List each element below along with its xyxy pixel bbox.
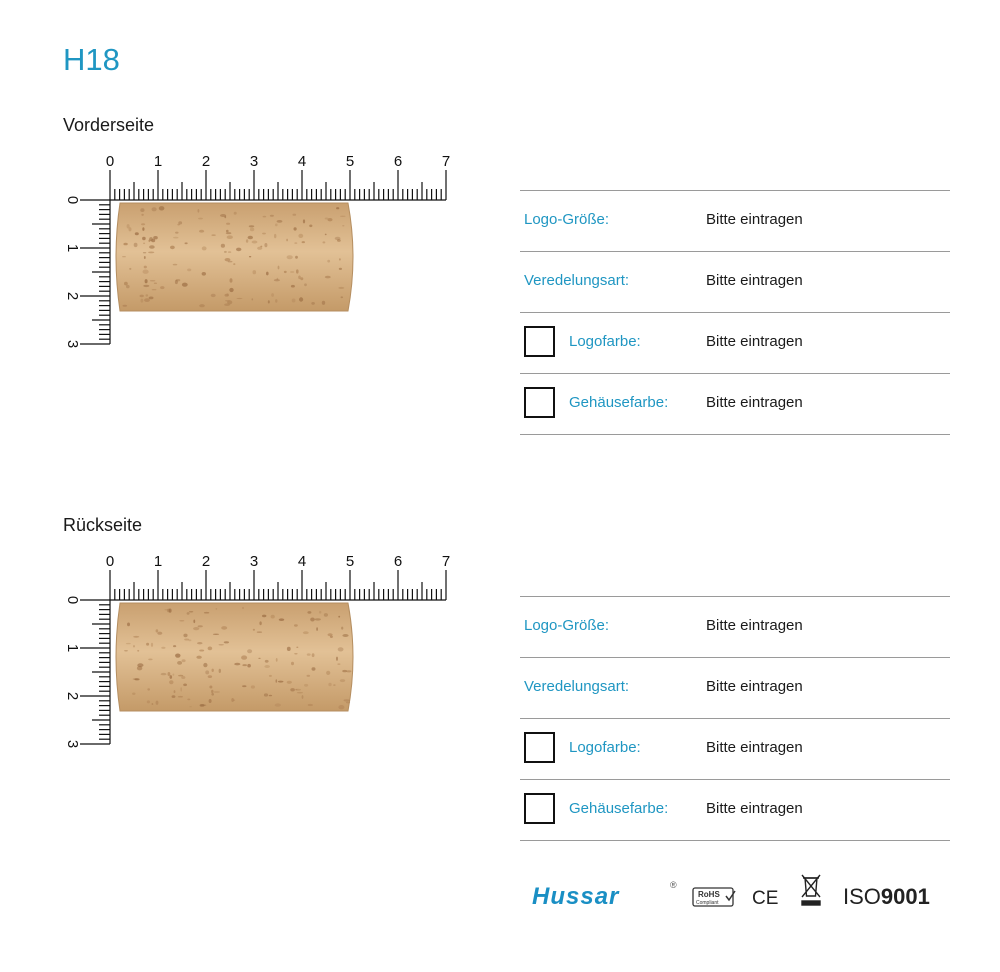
row-logo-color bbox=[520, 719, 950, 780]
horizontal-ruler bbox=[110, 170, 446, 200]
weee-bin-icon bbox=[802, 875, 820, 905]
ruler-tick-label: 2 bbox=[201, 153, 211, 170]
cork-product-image bbox=[116, 203, 353, 311]
row-label: Gehäusefarbe: bbox=[569, 394, 669, 411]
iso-label: ISO9001 bbox=[843, 884, 930, 909]
row-value-input[interactable]: Bitte eintragen bbox=[706, 678, 803, 695]
ruler-tick-label: 7 bbox=[441, 153, 451, 170]
row-logo-size bbox=[520, 191, 950, 252]
row-label: Gehäusefarbe: bbox=[569, 800, 669, 817]
color-swatch-checkbox[interactable] bbox=[524, 387, 555, 418]
section-label: Vorderseite bbox=[63, 115, 155, 135]
info-table bbox=[520, 596, 950, 841]
certification-footer bbox=[530, 872, 950, 914]
ruler-tick-label: 4 bbox=[297, 553, 307, 570]
svg-text:RoHS: RoHS bbox=[698, 890, 720, 899]
ruler-tick-label: 3 bbox=[64, 339, 82, 349]
row-label: Logofarbe: bbox=[569, 333, 641, 350]
svg-text:Compliant: Compliant bbox=[696, 900, 719, 906]
page-title: H18 bbox=[63, 42, 120, 77]
ruler-tick-label: 2 bbox=[201, 553, 211, 570]
ce-mark-icon: CE bbox=[752, 888, 779, 909]
row-value-input[interactable]: Bitte eintragen bbox=[706, 739, 803, 756]
row-value-input[interactable]: Bitte eintragen bbox=[706, 211, 803, 228]
color-swatch-checkbox[interactable] bbox=[524, 793, 555, 824]
horizontal-ruler bbox=[110, 570, 446, 600]
ruler-tick-label: 5 bbox=[345, 553, 355, 570]
vertical-ruler bbox=[80, 600, 110, 744]
ruler-tick-label: 1 bbox=[64, 243, 82, 253]
row-value-input[interactable]: Bitte eintragen bbox=[706, 272, 803, 289]
row-label: Logo-Größe: bbox=[524, 617, 610, 634]
ruler-with-cork-image bbox=[58, 543, 458, 749]
ruler-tick-label: 0 bbox=[64, 595, 82, 605]
row-value-input[interactable]: Bitte eintragen bbox=[706, 394, 803, 411]
ruler-tick-label: 0 bbox=[105, 153, 115, 170]
ruler-tick-label: 6 bbox=[393, 553, 403, 570]
cork-product-image bbox=[116, 603, 353, 711]
info-table bbox=[520, 190, 950, 435]
front-side-section bbox=[0, 115, 1000, 510]
ruler-tick-label: 1 bbox=[64, 643, 82, 653]
back-side-section bbox=[0, 515, 1000, 910]
row-label: Logofarbe: bbox=[569, 739, 641, 756]
ruler-tick-label: 1 bbox=[153, 553, 163, 570]
ruler-tick-label: 6 bbox=[393, 153, 403, 170]
ruler-with-cork-image bbox=[58, 143, 458, 349]
row-value-input[interactable]: Bitte eintragen bbox=[706, 617, 803, 634]
rohs-compliant-icon bbox=[693, 888, 735, 906]
ruler-tick-label: 7 bbox=[441, 553, 451, 570]
row-value-input[interactable]: Bitte eintragen bbox=[706, 333, 803, 350]
ruler-tick-label: 0 bbox=[105, 553, 115, 570]
row-label: Veredelungsart: bbox=[524, 678, 630, 695]
row-logo-size bbox=[520, 597, 950, 658]
row-label: Veredelungsart: bbox=[524, 272, 630, 289]
ruler-tick-label: 2 bbox=[64, 691, 82, 701]
color-swatch-checkbox[interactable] bbox=[524, 732, 555, 763]
row-finishing-type bbox=[520, 658, 950, 719]
ruler-tick-label: 0 bbox=[64, 195, 82, 205]
ruler-tick-label: 4 bbox=[297, 153, 307, 170]
hussar-logo: Hussar bbox=[532, 883, 620, 910]
ruler-tick-label: 2 bbox=[64, 291, 82, 301]
color-swatch-checkbox[interactable] bbox=[524, 326, 555, 357]
ruler-tick-label: 3 bbox=[249, 153, 259, 170]
row-value-input[interactable]: Bitte eintragen bbox=[706, 800, 803, 817]
row-finishing-type bbox=[520, 252, 950, 313]
ruler-tick-label: 5 bbox=[345, 153, 355, 170]
ruler-tick-label: 1 bbox=[153, 153, 163, 170]
vertical-ruler bbox=[80, 200, 110, 344]
row-logo-color bbox=[520, 313, 950, 374]
section-label: Rückseite bbox=[63, 515, 143, 535]
registered-mark: ® bbox=[670, 880, 677, 890]
ruler-tick-label: 3 bbox=[249, 553, 259, 570]
row-housing-color bbox=[520, 780, 950, 841]
row-housing-color bbox=[520, 374, 950, 435]
ruler-tick-label: 3 bbox=[64, 739, 82, 749]
row-label: Logo-Größe: bbox=[524, 211, 610, 228]
